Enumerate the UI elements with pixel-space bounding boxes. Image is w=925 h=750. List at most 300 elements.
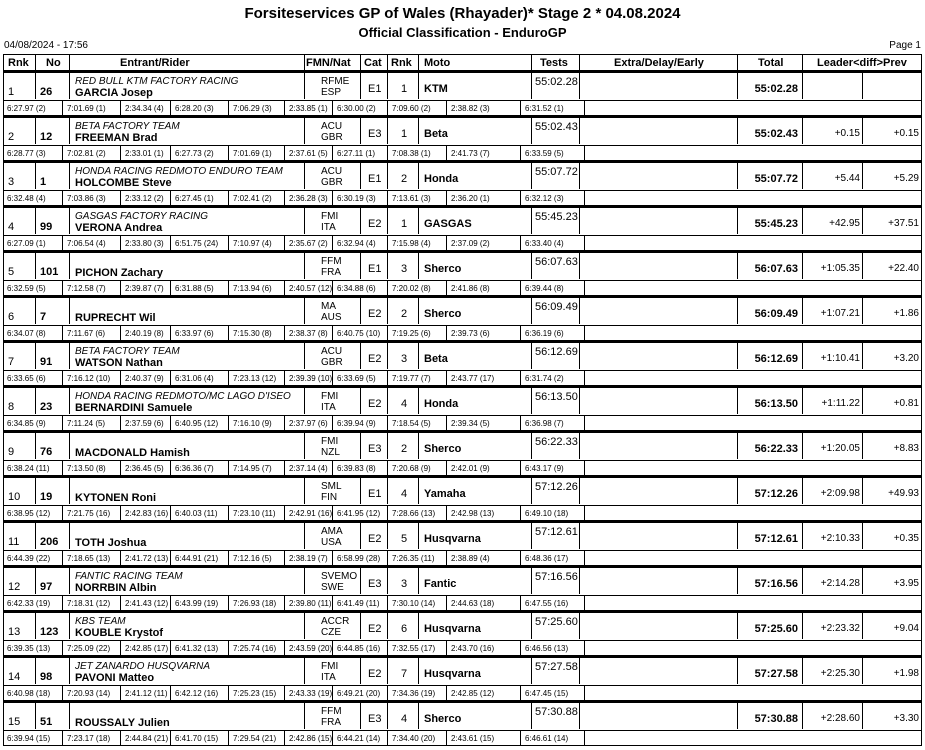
split-time: 2:36.45 (5) bbox=[125, 464, 164, 473]
cell-leader-gap: +1:10.41 bbox=[820, 353, 860, 364]
header-total: Total bbox=[758, 57, 784, 69]
split-time: 6:28.20 (3) bbox=[175, 104, 214, 113]
cell-category: E3 bbox=[368, 713, 382, 725]
split-time: 7:03.86 (3) bbox=[67, 194, 106, 203]
cell-nationality: FRA bbox=[321, 267, 341, 278]
cell-tests-time: 56:09.49 bbox=[535, 301, 578, 313]
cell-prev-gap: +0.15 bbox=[893, 128, 919, 139]
cell-team: HONDA RACING REDMOTO/MC LAGO D'ISEO bbox=[75, 391, 291, 402]
table-row bbox=[3, 251, 922, 296]
table-row bbox=[3, 611, 922, 656]
split-time: 6:40.95 (12) bbox=[175, 419, 219, 428]
split-time: 6:32.94 (4) bbox=[337, 239, 376, 248]
split-time: 6:27.45 (1) bbox=[175, 194, 214, 203]
cell-fmn: RFME bbox=[321, 76, 350, 87]
cell-prev-gap: +8.83 bbox=[893, 443, 919, 454]
cell-total-time: 57:12.26 bbox=[754, 488, 798, 500]
split-time: 6:36.98 (7) bbox=[525, 419, 564, 428]
split-time: 2:39.80 (11) bbox=[289, 599, 332, 608]
split-time: 2:35.67 (2) bbox=[289, 239, 328, 248]
cell-rank: 9 bbox=[8, 446, 15, 458]
cell-prev-gap: +3.20 bbox=[893, 353, 919, 364]
cell-rank: 14 bbox=[8, 671, 21, 683]
cell-category: E1 bbox=[368, 173, 382, 185]
cell-number: 1 bbox=[40, 176, 47, 188]
split-times bbox=[4, 550, 921, 566]
cell-category: E3 bbox=[368, 128, 382, 140]
split-time: 6:33.59 (5) bbox=[525, 149, 564, 158]
split-time: 6:39.83 (8) bbox=[337, 464, 376, 473]
cell-prev-gap: +1.86 bbox=[893, 308, 919, 319]
split-time: 7:32.55 (17) bbox=[392, 644, 436, 653]
split-time: 2:42.85 (12) bbox=[451, 689, 495, 698]
cell-fmn: ACU bbox=[321, 121, 343, 132]
header-no: No bbox=[46, 57, 61, 69]
split-times bbox=[4, 640, 921, 656]
cell-prev-gap: +22.40 bbox=[888, 263, 919, 274]
cell-class-rank: 3 bbox=[401, 263, 408, 275]
split-time: 7:18.65 (13) bbox=[67, 554, 111, 563]
split-time: 2:39.39 (10) bbox=[289, 374, 333, 383]
split-time: 7:25.74 (16) bbox=[233, 644, 277, 653]
table-row bbox=[3, 296, 922, 341]
cell-number: 206 bbox=[40, 536, 59, 548]
cell-class-rank: 3 bbox=[401, 578, 408, 590]
cell-moto: Honda bbox=[424, 173, 459, 185]
split-times bbox=[4, 730, 921, 746]
split-time: 2:36.20 (1) bbox=[451, 194, 490, 203]
split-time: 6:27.97 (2) bbox=[7, 104, 46, 113]
split-time: 6:42.33 (19) bbox=[7, 599, 51, 608]
table-row bbox=[3, 206, 922, 251]
split-time: 6:46.56 (13) bbox=[525, 644, 569, 653]
cell-leader-gap: +1:20.05 bbox=[820, 443, 860, 454]
split-time: 7:10.97 (4) bbox=[233, 239, 272, 248]
cell-fmn: FFM bbox=[321, 256, 342, 267]
cell-total-time: 57:27.58 bbox=[754, 668, 798, 680]
cell-class-rank: 2 bbox=[401, 443, 408, 455]
cell-rider: RUPRECHT Wil bbox=[75, 312, 156, 324]
cell-number: 91 bbox=[40, 356, 53, 368]
split-time: 6:34.85 (9) bbox=[7, 419, 46, 428]
cell-moto: Husqvarna bbox=[424, 623, 481, 635]
split-time: 2:41.86 (8) bbox=[451, 284, 490, 293]
split-time: 7:14.95 (7) bbox=[233, 464, 272, 473]
split-time: 2:33.85 (1) bbox=[289, 104, 328, 113]
cell-rank: 4 bbox=[8, 221, 15, 233]
header-tests: Tests bbox=[540, 57, 568, 69]
split-time: 2:38.89 (4) bbox=[451, 554, 490, 563]
cell-rider: VERONA Andrea bbox=[75, 222, 163, 234]
split-time: 6:32.59 (5) bbox=[7, 284, 46, 293]
table-row bbox=[3, 521, 922, 566]
cell-rider: NORRBIN Albin bbox=[75, 582, 157, 594]
split-time: 6:36.36 (7) bbox=[175, 464, 214, 473]
split-time: 6:38.95 (12) bbox=[7, 509, 51, 518]
cell-nationality: ITA bbox=[321, 402, 336, 413]
split-time: 7:26.35 (11) bbox=[392, 554, 435, 563]
split-time: 7:23.17 (18) bbox=[67, 734, 111, 743]
cell-team: KBS TEAM bbox=[75, 616, 126, 627]
page-number: Page 1 bbox=[889, 40, 921, 51]
cell-nationality: GBR bbox=[321, 177, 343, 188]
header-leader-diff-prev: Leader<diff>Prev bbox=[817, 57, 907, 69]
split-time: 2:41.73 (7) bbox=[451, 149, 490, 158]
split-time: 6:31.74 (2) bbox=[525, 374, 564, 383]
split-times bbox=[4, 505, 921, 521]
header-cat: Cat bbox=[364, 57, 382, 69]
split-time: 2:37.09 (2) bbox=[451, 239, 490, 248]
split-time: 2:43.77 (17) bbox=[451, 374, 495, 383]
cell-total-time: 56:12.69 bbox=[754, 353, 798, 365]
print-datetime: 04/08/2024 - 17:56 bbox=[4, 40, 88, 51]
cell-prev-gap: +1.98 bbox=[893, 668, 919, 679]
table-row bbox=[3, 566, 922, 611]
cell-nationality: ITA bbox=[321, 222, 336, 233]
cell-moto: Honda bbox=[424, 398, 459, 410]
cell-total-time: 57:30.88 bbox=[754, 713, 798, 725]
cell-moto: Sherco bbox=[424, 308, 462, 320]
split-time: 6:32.48 (4) bbox=[7, 194, 46, 203]
split-time: 2:34.34 (4) bbox=[125, 104, 164, 113]
split-time: 6:31.88 (5) bbox=[175, 284, 214, 293]
cell-rider: KYTONEN Roni bbox=[75, 492, 157, 504]
cell-team: HONDA RACING REDMOTO ENDURO TEAM bbox=[75, 166, 283, 177]
cell-fmn: FMI bbox=[321, 661, 339, 672]
split-time: 2:37.14 (4) bbox=[289, 464, 328, 473]
cell-rider: MACDONALD Hamish bbox=[75, 447, 190, 459]
cell-leader-gap: +2:23.32 bbox=[820, 623, 860, 634]
split-time: 2:42.83 (16) bbox=[125, 509, 169, 518]
cell-tests-time: 57:30.88 bbox=[535, 706, 578, 718]
split-time: 2:37.61 (5) bbox=[289, 149, 328, 158]
cell-leader-gap: +1:11.22 bbox=[821, 398, 860, 409]
split-time: 6:51.75 (24) bbox=[175, 239, 219, 248]
cell-number: 19 bbox=[40, 491, 53, 503]
cell-number: 101 bbox=[40, 266, 59, 278]
cell-class-rank: 5 bbox=[401, 533, 408, 545]
cell-rider: PAVONI Matteo bbox=[75, 672, 155, 684]
cell-nationality: GBR bbox=[321, 132, 343, 143]
split-time: 7:11.24 (5) bbox=[67, 419, 106, 428]
cell-class-rank: 6 bbox=[401, 623, 408, 635]
cell-nationality: CZE bbox=[321, 627, 341, 638]
cell-team: JET ZANARDO HUSQVARNA bbox=[75, 661, 211, 672]
split-time: 2:38.19 (7) bbox=[289, 554, 328, 563]
split-times bbox=[4, 460, 921, 476]
header-extra: Extra/Delay/Early bbox=[614, 57, 704, 69]
cell-rank: 11 bbox=[8, 536, 20, 548]
split-times bbox=[4, 280, 921, 296]
split-time: 6:48.36 (17) bbox=[525, 554, 569, 563]
cell-total-time: 56:09.49 bbox=[754, 308, 798, 320]
cell-prev-gap: +5.29 bbox=[893, 173, 919, 184]
split-time: 7:18.31 (12) bbox=[67, 599, 111, 608]
cell-moto: Fantic bbox=[424, 578, 457, 590]
split-time: 7:25.23 (15) bbox=[233, 689, 277, 698]
split-time: 2:41.12 (11) bbox=[125, 689, 168, 698]
split-time: 2:44.84 (21) bbox=[125, 734, 169, 743]
cell-moto: Beta bbox=[424, 353, 448, 365]
cell-total-time: 55:45.23 bbox=[754, 218, 798, 230]
split-times bbox=[4, 595, 921, 611]
split-time: 2:40.19 (8) bbox=[125, 329, 164, 338]
split-time: 6:47.45 (15) bbox=[525, 689, 569, 698]
cell-class-rank: 7 bbox=[401, 668, 408, 680]
split-time: 2:43.59 (20) bbox=[289, 644, 333, 653]
split-time: 7:16.12 (10) bbox=[67, 374, 111, 383]
split-time: 2:42.85 (17) bbox=[125, 644, 169, 653]
cell-fmn: SVEMO bbox=[321, 571, 358, 582]
cell-number: 123 bbox=[40, 626, 59, 638]
split-time: 6:27.73 (2) bbox=[175, 149, 214, 158]
split-time: 2:43.33 (19) bbox=[289, 689, 333, 698]
split-times bbox=[4, 190, 921, 206]
cell-tests-time: 56:13.50 bbox=[535, 391, 578, 403]
cell-team: BETA FACTORY TEAM bbox=[75, 346, 180, 357]
cell-moto: Beta bbox=[424, 128, 448, 140]
split-time: 6:40.75 (10) bbox=[337, 329, 381, 338]
cell-tests-time: 55:07.72 bbox=[535, 166, 578, 178]
cell-tests-time: 56:22.33 bbox=[535, 436, 578, 448]
cell-moto: GASGAS bbox=[424, 218, 472, 230]
cell-number: 23 bbox=[40, 401, 53, 413]
split-time: 7:13.94 (6) bbox=[233, 284, 272, 293]
cell-class-rank: 4 bbox=[401, 713, 408, 725]
cell-rider: WATSON Nathan bbox=[75, 357, 163, 369]
table-row bbox=[3, 341, 922, 386]
split-time: 6:44.21 (14) bbox=[337, 734, 381, 743]
cell-number: 7 bbox=[40, 311, 47, 323]
cell-class-rank: 2 bbox=[401, 308, 408, 320]
split-time: 7:20.68 (9) bbox=[392, 464, 431, 473]
split-time: 2:33.12 (2) bbox=[125, 194, 164, 203]
cell-fmn: FMI bbox=[321, 436, 339, 447]
cell-prev-gap: +0.81 bbox=[893, 398, 919, 409]
table-row bbox=[3, 161, 922, 206]
cell-nationality: ESP bbox=[321, 87, 342, 98]
header-rnk: Rnk bbox=[8, 57, 29, 69]
split-time: 7:20.93 (14) bbox=[67, 689, 111, 698]
split-time: 7:30.10 (14) bbox=[392, 599, 436, 608]
cell-category: E2 bbox=[368, 668, 382, 680]
split-time: 6:38.24 (11) bbox=[7, 464, 50, 473]
split-time: 2:37.59 (6) bbox=[125, 419, 164, 428]
cell-prev-gap: +37.51 bbox=[888, 218, 919, 229]
cell-rank: 7 bbox=[8, 356, 15, 368]
split-time: 2:44.63 (18) bbox=[451, 599, 495, 608]
header-moto: Moto bbox=[424, 57, 451, 69]
split-times bbox=[4, 145, 921, 161]
split-time: 6:31.06 (4) bbox=[175, 374, 214, 383]
cell-total-time: 57:12.61 bbox=[754, 533, 798, 545]
cell-class-rank: 1 bbox=[401, 83, 408, 95]
cell-team: FANTIC RACING TEAM bbox=[75, 571, 183, 582]
split-time: 6:43.99 (19) bbox=[175, 599, 219, 608]
table-row bbox=[3, 476, 922, 521]
split-time: 2:39.34 (5) bbox=[451, 419, 490, 428]
split-time: 6:33.97 (6) bbox=[175, 329, 214, 338]
split-time: 6:42.12 (16) bbox=[175, 689, 219, 698]
split-time: 6:39.94 (15) bbox=[7, 734, 51, 743]
split-time: 6:44.91 (21) bbox=[175, 554, 219, 563]
cell-prev-gap: +9.04 bbox=[893, 623, 919, 634]
cell-leader-gap: +1:05.35 bbox=[820, 263, 860, 274]
cell-category: E1 bbox=[368, 488, 382, 500]
split-time: 6:33.40 (4) bbox=[525, 239, 564, 248]
split-times bbox=[4, 685, 921, 701]
cell-number: 12 bbox=[40, 131, 53, 143]
split-time: 2:41.72 (13) bbox=[125, 554, 169, 563]
cell-leader-gap: +2:09.98 bbox=[820, 488, 860, 499]
cell-category: E2 bbox=[368, 533, 382, 545]
split-time: 7:09.60 (2) bbox=[392, 104, 431, 113]
split-time: 2:43.70 (16) bbox=[451, 644, 495, 653]
cell-moto: Yamaha bbox=[424, 488, 466, 500]
cell-rider: HOLCOMBE Steve bbox=[75, 177, 172, 189]
cell-tests-time: 55:45.23 bbox=[535, 211, 578, 223]
split-time: 7:20.02 (8) bbox=[392, 284, 431, 293]
cell-category: E3 bbox=[368, 443, 382, 455]
cell-fmn: MA bbox=[321, 301, 336, 312]
split-time: 7:16.10 (9) bbox=[233, 419, 272, 428]
cell-fmn: ACU bbox=[321, 166, 343, 177]
split-time: 7:01.69 (1) bbox=[67, 104, 106, 113]
cell-class-rank: 1 bbox=[401, 218, 408, 230]
split-time: 7:15.30 (8) bbox=[233, 329, 272, 338]
split-time: 7:23.10 (11) bbox=[233, 509, 276, 518]
split-time: 2:43.61 (15) bbox=[451, 734, 495, 743]
cell-team: GASGAS FACTORY RACING bbox=[75, 211, 208, 222]
cell-rank: 2 bbox=[8, 131, 15, 143]
split-times bbox=[4, 100, 921, 116]
cell-prev-gap: +0.35 bbox=[893, 533, 919, 544]
header-rider: Entrant/Rider bbox=[120, 57, 190, 69]
cell-fmn: SML bbox=[321, 481, 342, 492]
split-time: 6:31.52 (1) bbox=[525, 104, 564, 113]
split-time: 7:13.50 (8) bbox=[67, 464, 106, 473]
split-time: 6:27.11 (1) bbox=[337, 149, 376, 158]
split-time: 2:42.01 (9) bbox=[451, 464, 490, 473]
split-time: 7:26.93 (18) bbox=[233, 599, 277, 608]
split-time: 7:19.25 (6) bbox=[392, 329, 431, 338]
split-time: 6:33.69 (5) bbox=[337, 374, 376, 383]
split-time: 6:41.32 (13) bbox=[175, 644, 219, 653]
cell-nationality: FRA bbox=[321, 717, 341, 728]
split-time: 7:19.77 (7) bbox=[392, 374, 431, 383]
cell-category: E2 bbox=[368, 353, 382, 365]
cell-rank: 13 bbox=[8, 626, 21, 638]
cell-number: 51 bbox=[40, 716, 53, 728]
cell-total-time: 56:13.50 bbox=[754, 398, 798, 410]
split-time: 2:38.37 (8) bbox=[289, 329, 328, 338]
cell-rider: TOTH Joshua bbox=[75, 537, 147, 549]
split-time: 6:33.65 (6) bbox=[7, 374, 46, 383]
cell-rank: 5 bbox=[8, 266, 15, 278]
split-time: 7:21.75 (16) bbox=[67, 509, 111, 518]
cell-category: E1 bbox=[368, 263, 382, 275]
cell-rank: 8 bbox=[8, 401, 15, 413]
table-row bbox=[3, 701, 922, 746]
split-time: 2:40.37 (9) bbox=[125, 374, 164, 383]
split-time: 7:06.54 (4) bbox=[67, 239, 106, 248]
split-time: 6:43.17 (9) bbox=[525, 464, 564, 473]
cell-moto: Husqvarna bbox=[424, 533, 481, 545]
split-time: 6:41.49 (11) bbox=[337, 599, 380, 608]
cell-leader-gap: +2:14.28 bbox=[820, 578, 860, 589]
split-time: 6:32.12 (3) bbox=[525, 194, 564, 203]
split-time: 7:23.13 (12) bbox=[233, 374, 277, 383]
cell-class-rank: 3 bbox=[401, 353, 408, 365]
cell-class-rank: 2 bbox=[401, 173, 408, 185]
header-fmn: FMN/Nat bbox=[306, 57, 351, 69]
split-time: 7:12.16 (5) bbox=[233, 554, 272, 563]
cell-fmn: FMI bbox=[321, 391, 339, 402]
cell-rider: KOUBLE Krystof bbox=[75, 627, 164, 639]
cell-moto: Husqvarna bbox=[424, 668, 481, 680]
cell-number: 99 bbox=[40, 221, 53, 233]
split-time: 6:44.85 (16) bbox=[337, 644, 381, 653]
split-time: 2:42.98 (13) bbox=[451, 509, 495, 518]
cell-total-time: 56:07.63 bbox=[754, 263, 798, 275]
cell-category: E2 bbox=[368, 623, 382, 635]
split-times bbox=[4, 370, 921, 386]
cell-rider: BERNARDINI Samuele bbox=[75, 402, 193, 414]
page-title: Forsiteservices GP of Wales (Rhayader)* Stage 2 * 04.08.2024 bbox=[244, 5, 681, 22]
cell-total-time: 56:22.33 bbox=[754, 443, 798, 455]
cell-total-time: 55:02.43 bbox=[754, 128, 798, 140]
split-time: 7:29.54 (21) bbox=[233, 734, 277, 743]
cell-number: 76 bbox=[40, 446, 53, 458]
split-time: 2:40.57 (12) bbox=[289, 284, 333, 293]
cell-category: E2 bbox=[368, 218, 382, 230]
cell-number: 26 bbox=[40, 86, 53, 98]
cell-leader-gap: +2:25.30 bbox=[820, 668, 860, 679]
split-time: 6:30.19 (3) bbox=[337, 194, 376, 203]
cell-fmn: ACU bbox=[321, 346, 343, 357]
split-times bbox=[4, 415, 921, 431]
cell-tests-time: 57:27.58 bbox=[535, 661, 578, 673]
cell-tests-time: 55:02.28 bbox=[535, 76, 578, 88]
cell-nationality: USA bbox=[321, 537, 342, 548]
cell-tests-time: 55:02.43 bbox=[535, 121, 578, 133]
split-time: 7:34.40 (20) bbox=[392, 734, 436, 743]
cell-tests-time: 56:07.63 bbox=[535, 256, 578, 268]
table-row bbox=[3, 656, 922, 701]
split-time: 2:39.73 (6) bbox=[451, 329, 490, 338]
cell-tests-time: 57:16.56 bbox=[535, 571, 578, 583]
cell-class-rank: 4 bbox=[401, 398, 408, 410]
split-time: 7:28.66 (13) bbox=[392, 509, 436, 518]
cell-leader-gap: +0.15 bbox=[834, 128, 860, 139]
cell-tests-time: 56:12.69 bbox=[535, 346, 578, 358]
cell-total-time: 55:07.72 bbox=[754, 173, 798, 185]
cell-leader-gap: +42.95 bbox=[829, 218, 860, 229]
cell-tests-time: 57:12.61 bbox=[535, 526, 578, 538]
cell-rank: 10 bbox=[8, 491, 21, 503]
split-time: 7:01.69 (1) bbox=[233, 149, 272, 158]
cell-nationality: NZL bbox=[321, 447, 340, 458]
table-row bbox=[3, 116, 922, 161]
split-time: 6:40.03 (11) bbox=[175, 509, 218, 518]
table-row bbox=[3, 386, 922, 431]
split-time: 6:34.88 (6) bbox=[337, 284, 376, 293]
cell-fmn: ACCR bbox=[321, 616, 350, 627]
cell-category: E2 bbox=[368, 308, 382, 320]
cell-moto: Sherco bbox=[424, 713, 462, 725]
split-time: 2:39.87 (7) bbox=[125, 284, 164, 293]
split-time: 6:49.10 (18) bbox=[525, 509, 569, 518]
